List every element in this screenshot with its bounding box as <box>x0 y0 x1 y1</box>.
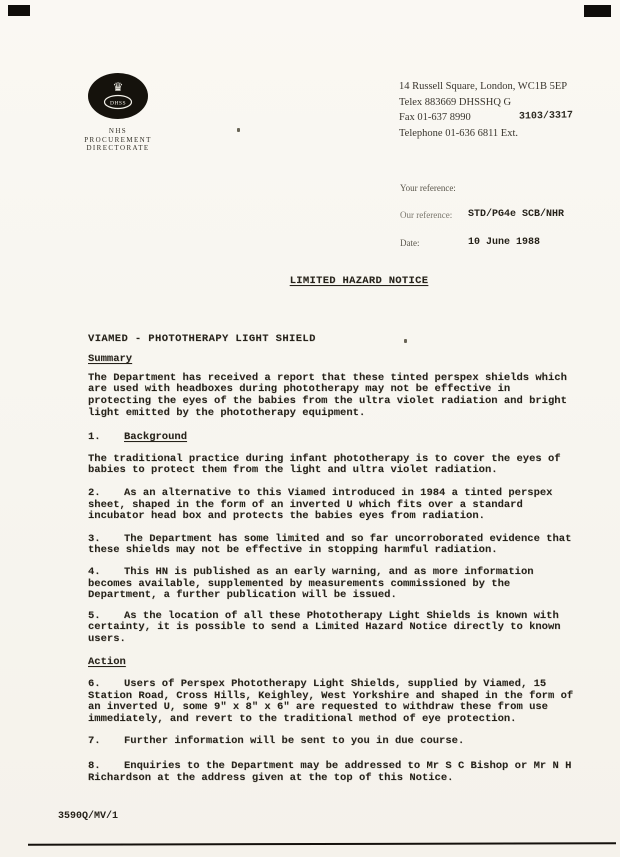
date-value: 10 June 1988 <box>468 237 541 248</box>
numbered-paragraph <box>88 761 578 784</box>
our-reference-label: Our reference: <box>400 210 453 220</box>
action-heading-row <box>88 657 578 669</box>
notice-title-row <box>140 276 578 288</box>
paragraph-text: This HN is published as an early warning, and as more information becomes available, supplemented by measurements commissioned by the Department, a further publication will be issued. <box>88 565 534 602</box>
numbered-paragraph <box>88 488 578 523</box>
crest-text: DHSS <box>109 100 127 107</box>
paragraph-text: Users of Perspex Phototherapy Light Shields, supplied by Viamed, 15 Station Road, Cross Hills, Keighley, West Yorkshire and shaped in the form of an inverted U, some 9" x 8" x 6" are requested to withdraw these from use immediately, and revert to the traditional method of eye protection. <box>88 678 574 725</box>
scan-corner-mark-left <box>8 5 30 16</box>
numbered-paragraph <box>88 736 578 748</box>
paragraph-number: 6. <box>88 678 101 691</box>
background-text: The traditional practice during infant phototherapy is to cover the eyes of babies to protect them from the light and ultra violet radiation. <box>88 452 561 477</box>
background-number: 1. <box>88 431 101 444</box>
numbered-paragraph <box>88 534 578 557</box>
paragraph-text: As an alternative to this Viamed introduced in 1984 a tinted perspex sheet, shaped in the form of an inverted U which fits over a standard incubator head box and protects the babies eyes from radiation. <box>88 486 553 523</box>
paragraph-number: 5. <box>88 609 101 622</box>
paragraph-text: As the location of all these Phototherapy Light Shields is known with certainty, it is possible to send a Limited Hazard Notice directly to known users. <box>88 609 561 645</box>
paragraph-text: The Department has some limited and so far uncorroborated evidence that these shields may not be effective in stopping harmful radiation. <box>88 532 572 557</box>
logo-org-line: NHS <box>108 127 128 135</box>
footer-reference-code: 3590Q/MV/1 <box>58 811 119 822</box>
summary-heading-row <box>88 354 578 366</box>
scan-speck <box>237 128 240 132</box>
scan-corner-mark-right <box>584 5 611 17</box>
logo-org-line: PROCUREMENT <box>84 135 152 144</box>
numbered-paragraph <box>88 567 578 602</box>
paragraph-text: Further information will be sent to you in due course. <box>124 735 465 748</box>
summary-text: The Department has received a report that these tinted perspex shields which are used with headboxes during phototherapy may not be effective in protecting the eyes of the babies from the ultra violet radiation and bright light emitted by the phototherapy equipment. <box>88 371 567 419</box>
crown-icon: ♛ <box>112 80 124 94</box>
nhs-procurement-logo <box>78 72 158 153</box>
action-heading: Action <box>88 656 126 669</box>
address-line: Telephone 01-636 6811 Ext. <box>399 127 519 139</box>
paragraph-number: 2. <box>88 486 101 499</box>
address-line: 14 Russell Square, London, WC1B 5EP <box>399 81 568 92</box>
paragraph-number: 8. <box>88 760 101 773</box>
numbered-paragraph <box>88 679 578 725</box>
background-heading: Background <box>124 431 188 444</box>
paragraph-number: 7. <box>88 735 101 748</box>
letterhead-address <box>399 79 567 141</box>
logo-org-line: DIRECTORATE <box>86 144 150 153</box>
paragraph-number: 3. <box>88 532 101 545</box>
your-reference-label: Your reference: <box>400 183 456 193</box>
address-line: Telex 883669 DHSSHQ G <box>399 96 512 108</box>
address-line: Fax 01-637 8990 <box>399 112 471 123</box>
summary-heading: Summary <box>88 353 133 366</box>
our-reference-value: STD/PG4e SCB/NHR <box>468 209 565 220</box>
logo-org-name <box>78 127 158 153</box>
page-bottom-edge-line <box>28 842 616 846</box>
notice-subject: VIAMED - PHOTOTHERAPY LIGHT SHIELD <box>88 332 316 345</box>
paragraph-number: 4. <box>88 565 101 578</box>
paragraph-text: Enquiries to the Department may be addressed to Mr S C Bishop or Mr N H Richardson at the address given at the top of this Notice. <box>88 760 572 784</box>
dhss-crest <box>78 72 158 122</box>
numbered-paragraph <box>88 611 578 646</box>
date-label: Date: <box>400 238 420 248</box>
notice-title: LIMITED HAZARD NOTICE <box>289 275 429 287</box>
notice-body <box>88 276 578 784</box>
scan-speck <box>404 339 407 343</box>
handwritten-annotation: 3103/3317 <box>518 110 574 123</box>
background-heading-row <box>88 432 578 444</box>
